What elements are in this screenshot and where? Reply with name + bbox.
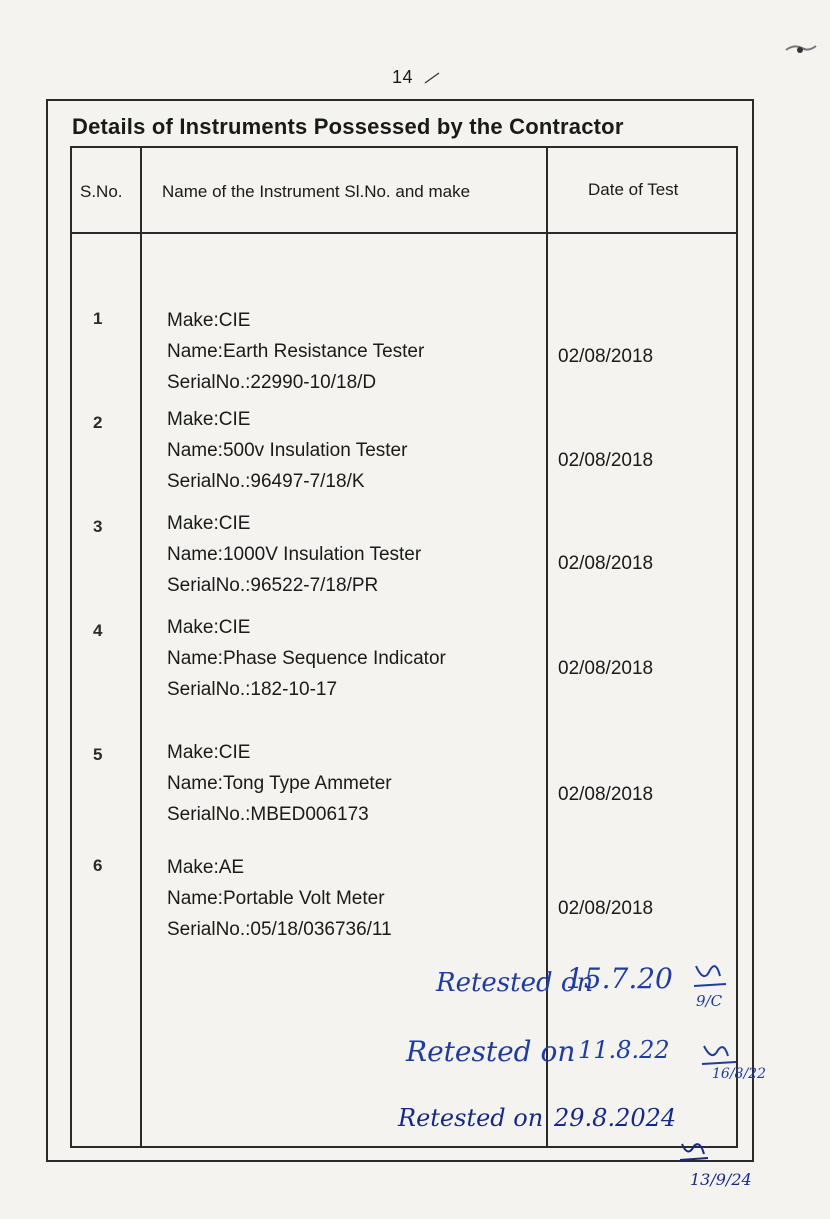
instrument-serial: SerialNo.:05/18/036736/11 [167, 919, 392, 940]
instrument-name: Name:1000V Insulation Tester [167, 544, 422, 565]
signature-icon [700, 1040, 740, 1068]
table-row [167, 404, 407, 497]
instrument-serial: SerialNo.:182-10-17 [167, 679, 338, 700]
ink-smudge-icon [784, 40, 818, 60]
tick-mark-icon [423, 71, 441, 85]
test-date: 02/08/2018 [558, 450, 654, 471]
instrument-name: Name:Tong Type Ammeter [167, 773, 392, 794]
instrument-make: Make:CIE [167, 513, 251, 534]
test-date: 02/08/2018 [558, 784, 654, 805]
handwritten-retest-label: Retested on [406, 1035, 576, 1068]
instrument-name: Name:Earth Resistance Tester [167, 341, 425, 362]
instrument-make: Make:AE [167, 857, 245, 878]
table-row [167, 508, 421, 601]
instrument-serial: SerialNo.:96497-7/18/K [167, 471, 365, 492]
page-number [392, 67, 441, 88]
instrument-serial: SerialNo.:MBED006173 [167, 804, 369, 825]
test-date: 02/08/2018 [558, 346, 654, 367]
table-row [167, 612, 446, 705]
instrument-make: Make:CIE [167, 617, 251, 638]
test-date: 02/08/2018 [558, 553, 654, 574]
page-number-text: 14 [392, 67, 414, 87]
handwritten-retest-label: Retested on [398, 1104, 544, 1132]
column-header-date: Date of Test [588, 180, 679, 199]
row-sno: 3 [93, 517, 103, 536]
handwritten-initial-date: 16/8/22 [712, 1066, 766, 1082]
column-header-sno: S.No. [80, 182, 123, 201]
row-sno: 1 [93, 309, 103, 328]
instrument-name: Name:Phase Sequence Indicator [167, 648, 446, 669]
header-divider [70, 232, 738, 234]
instrument-serial: SerialNo.:22990-10/18/D [167, 372, 377, 393]
handwritten-retest-date: 29.8.2024 [554, 1104, 677, 1132]
handwritten-retest-label: Retested on [436, 968, 594, 998]
handwritten-initial-date: 13/9/24 [690, 1170, 752, 1189]
table-row [167, 737, 392, 830]
handwritten-initial-date: 9/C [696, 992, 723, 1010]
test-date: 02/08/2018 [558, 898, 654, 919]
instrument-name: Name:500v Insulation Tester [167, 440, 408, 461]
document-title: Details of Instruments Possessed by the Contractor [72, 114, 624, 139]
instrument-make: Make:CIE [167, 310, 251, 331]
instrument-make: Make:CIE [167, 742, 251, 763]
instrument-make: Make:CIE [167, 409, 251, 430]
column-header-name: Name of the Instrument Sl.No. and make [162, 182, 471, 201]
column-divider [140, 146, 142, 1148]
row-sno: 2 [93, 413, 103, 432]
signature-icon [678, 1138, 712, 1164]
test-date: 02/08/2018 [558, 658, 654, 679]
instrument-name: Name:Portable Volt Meter [167, 888, 385, 909]
row-sno: 6 [93, 856, 103, 875]
handwritten-retest-date: 11.8.22 [578, 1036, 670, 1064]
signature-icon [690, 958, 730, 992]
instrument-serial: SerialNo.:96522-7/18/PR [167, 575, 379, 596]
table-row [167, 305, 424, 398]
row-sno: 5 [93, 745, 103, 764]
row-sno: 4 [93, 621, 103, 640]
handwritten-retest-date: 15.7.20 [566, 962, 673, 995]
table-row [167, 852, 392, 945]
